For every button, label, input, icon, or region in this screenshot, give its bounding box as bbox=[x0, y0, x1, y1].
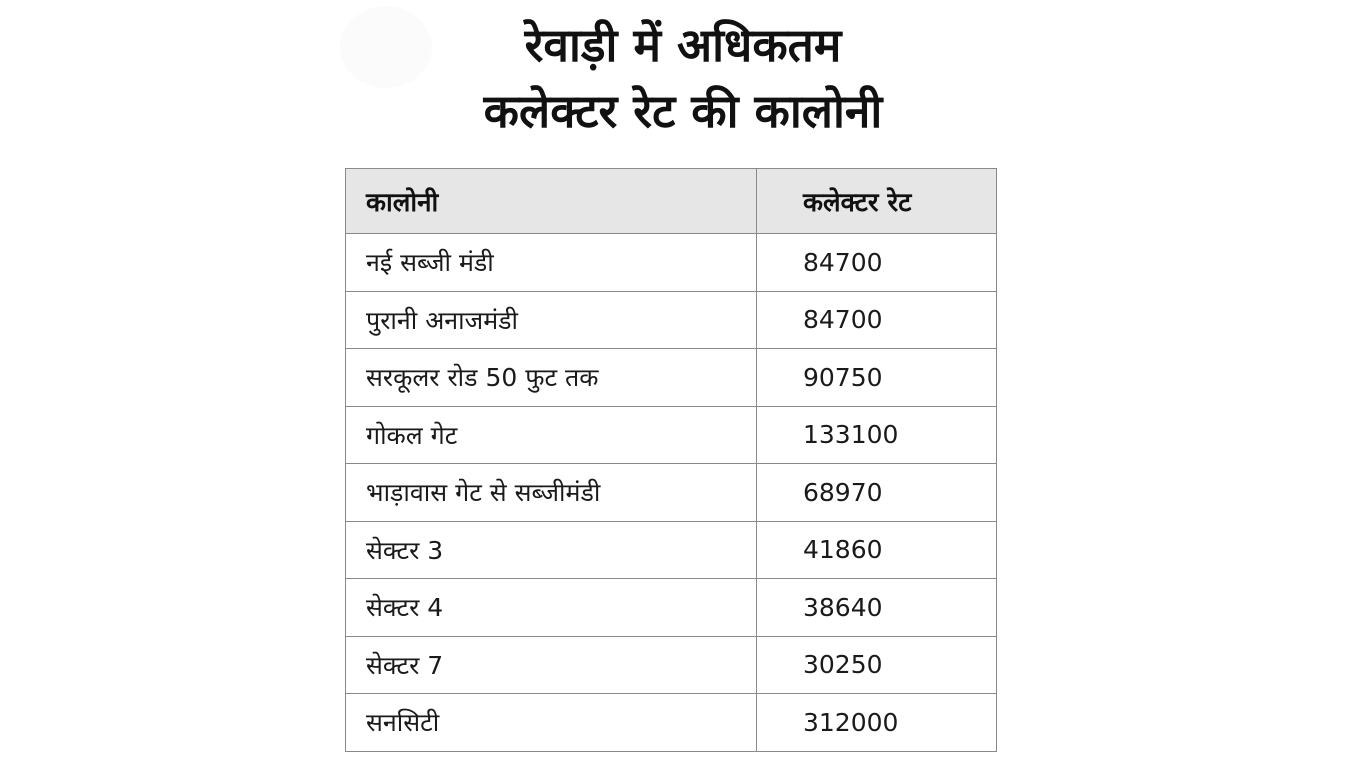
collector-rate-table bbox=[345, 168, 997, 752]
cell-rate: 312000 bbox=[757, 694, 997, 752]
table-row bbox=[346, 636, 997, 694]
cell-colony: गोकल गेट bbox=[346, 406, 757, 464]
table-row bbox=[346, 349, 997, 407]
cell-colony: सेक्टर 3 bbox=[346, 521, 757, 579]
cell-rate: 133100 bbox=[757, 406, 997, 464]
table-row bbox=[346, 291, 997, 349]
page-title bbox=[0, 12, 1366, 144]
table-row bbox=[346, 521, 997, 579]
table-row bbox=[346, 579, 997, 637]
column-header-colony: कालोनी bbox=[346, 169, 757, 234]
table-header-row bbox=[346, 169, 997, 234]
cell-rate: 84700 bbox=[757, 291, 997, 349]
table-row bbox=[346, 406, 997, 464]
table-row bbox=[346, 234, 997, 292]
title-line-2: कलेक्टर रेट की कालोनी bbox=[483, 84, 883, 138]
cell-rate: 68970 bbox=[757, 464, 997, 522]
cell-colony: सनसिटी bbox=[346, 694, 757, 752]
cell-colony: पुरानी अनाजमंडी bbox=[346, 291, 757, 349]
cell-colony: नई सब्जी मंडी bbox=[346, 234, 757, 292]
cell-colony: सेक्टर 7 bbox=[346, 636, 757, 694]
column-header-rate: कलेक्टर रेट bbox=[757, 169, 997, 234]
collector-rate-table-container bbox=[345, 168, 996, 766]
cell-rate: 90750 bbox=[757, 349, 997, 407]
title-line-1: रेवाड़ी में अधिकतम bbox=[524, 18, 842, 72]
cell-colony: भाड़ावास गेट से सब्जीमंडी bbox=[346, 464, 757, 522]
table-row bbox=[346, 464, 997, 522]
cell-rate: 30250 bbox=[757, 636, 997, 694]
table-row bbox=[346, 694, 997, 752]
cell-rate: 38640 bbox=[757, 579, 997, 637]
cell-rate: 41860 bbox=[757, 521, 997, 579]
cell-rate: 84700 bbox=[757, 234, 997, 292]
cell-colony: सरकूलर रोड 50 फुट तक bbox=[346, 349, 757, 407]
cell-colony: सेक्टर 4 bbox=[346, 579, 757, 637]
